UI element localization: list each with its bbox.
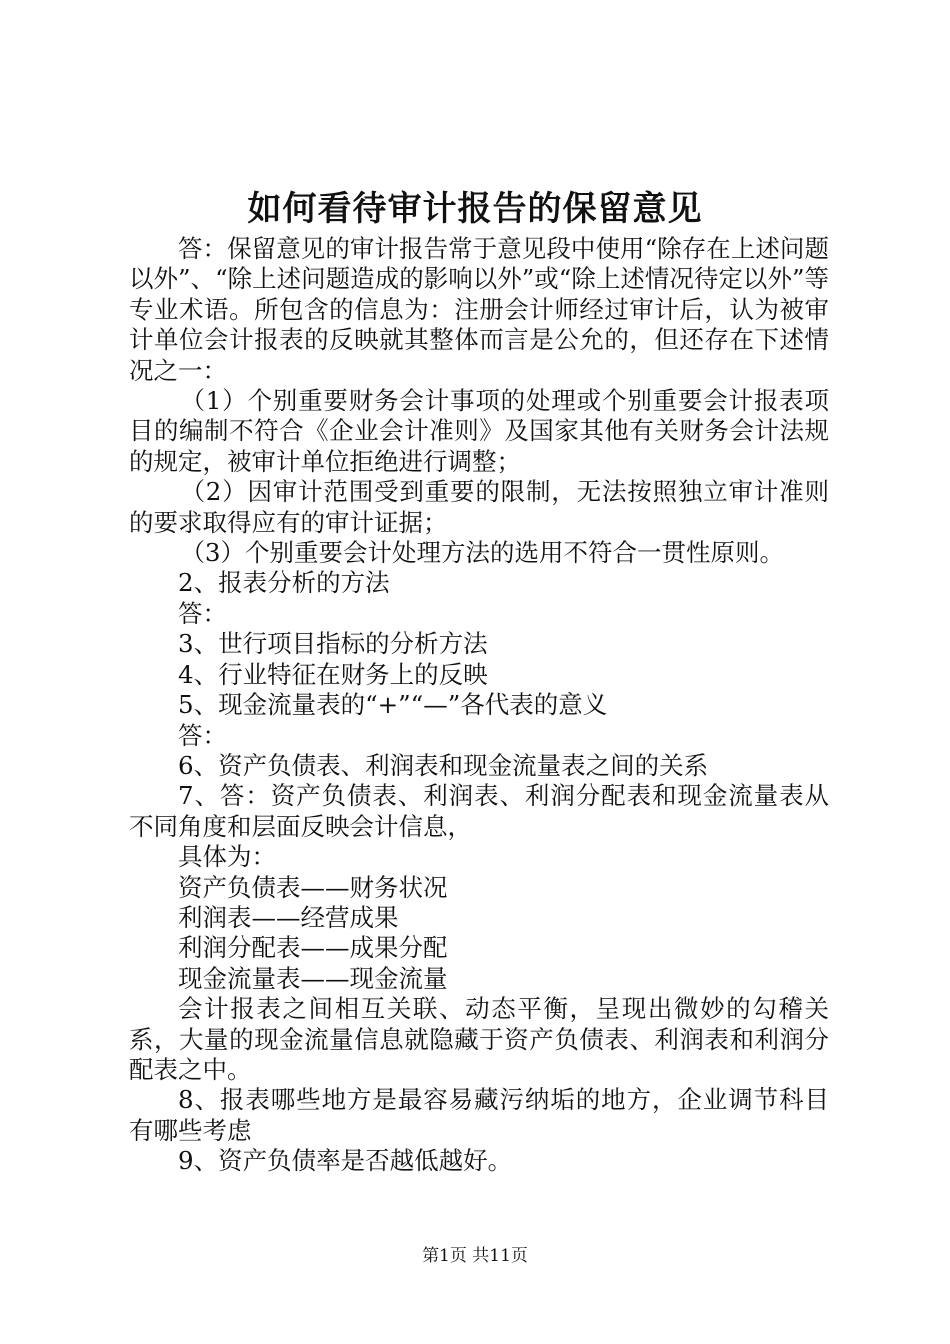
- answer-7: 7、答：资产负债表、利润表、利润分配表和现金流量表从不同角度和层面反映会计信息，: [129, 781, 829, 841]
- question-6: 6、资产负债表、利润表和现金流量表之间的关系: [178, 750, 709, 780]
- question-4: 4、行业特征在财务上的反映: [178, 659, 488, 689]
- paragraph-case-2: （2）因审计范围受到重要的限制，无法按照独立审计准则的要求取得应有的审计证据；: [129, 477, 829, 537]
- paragraph-case-1: （1）个别重要财务会计事项的处理或个别重要会计报表项目的编制不符合《企业会计准则》及国家其他有关财务会计法规的规定，被审计单位拒绝进行调整；: [129, 386, 829, 476]
- answer-7-cash-flow: 现金流量表——现金流量: [178, 963, 448, 993]
- question-9: 9、资产负债率是否越低越好。: [178, 1146, 513, 1176]
- answer-2: 答：: [178, 598, 227, 628]
- paragraph-intro-answer: 答：保留意见的审计报告常于意见段中使用“除存在上述问题以外”、“除上述问题造成的影响以外”或“除上述情况待定以外”等专业术语。所包含的信息为：注册会计师经过审计后，认为被审计单位会计报表的反映就其整体而言是公允的，但还存在下述情况之一：: [129, 234, 829, 385]
- answer-7-income-statement: 利润表——经营成果: [178, 902, 399, 932]
- question-2: 2、报表分析的方法: [178, 568, 390, 598]
- document-body: [129, 234, 829, 1177]
- document-title: 如何看待审计报告的保留意见: [247, 189, 703, 229]
- answer-5: 答：: [178, 720, 227, 750]
- paragraph-relationship: 会计报表之间相互关联、动态平衡，呈现出微妙的勾稽关系，大量的现金流量信息就隐藏于资产负债表、利润表和利润分配表之中。: [129, 994, 829, 1084]
- answer-7-profit-distribution: 利润分配表——成果分配: [178, 933, 448, 963]
- question-3: 3、世行项目指标的分析方法: [178, 629, 488, 659]
- answer-7-detail-heading: 具体为：: [178, 842, 276, 872]
- question-8: 8、报表哪些地方是最容易藏污纳垢的地方，企业调节科目有哪些考虑: [129, 1085, 829, 1145]
- page-footer: 第1页 共11页: [422, 1246, 528, 1266]
- paragraph-case-3: （3）个别重要会计处理方法的选用不符合一贯性原则。: [180, 538, 785, 568]
- question-5: 5、现金流量表的“+”“—”各代表的意义: [178, 690, 608, 720]
- answer-7-balance-sheet: 资产负债表——财务状况: [178, 872, 448, 902]
